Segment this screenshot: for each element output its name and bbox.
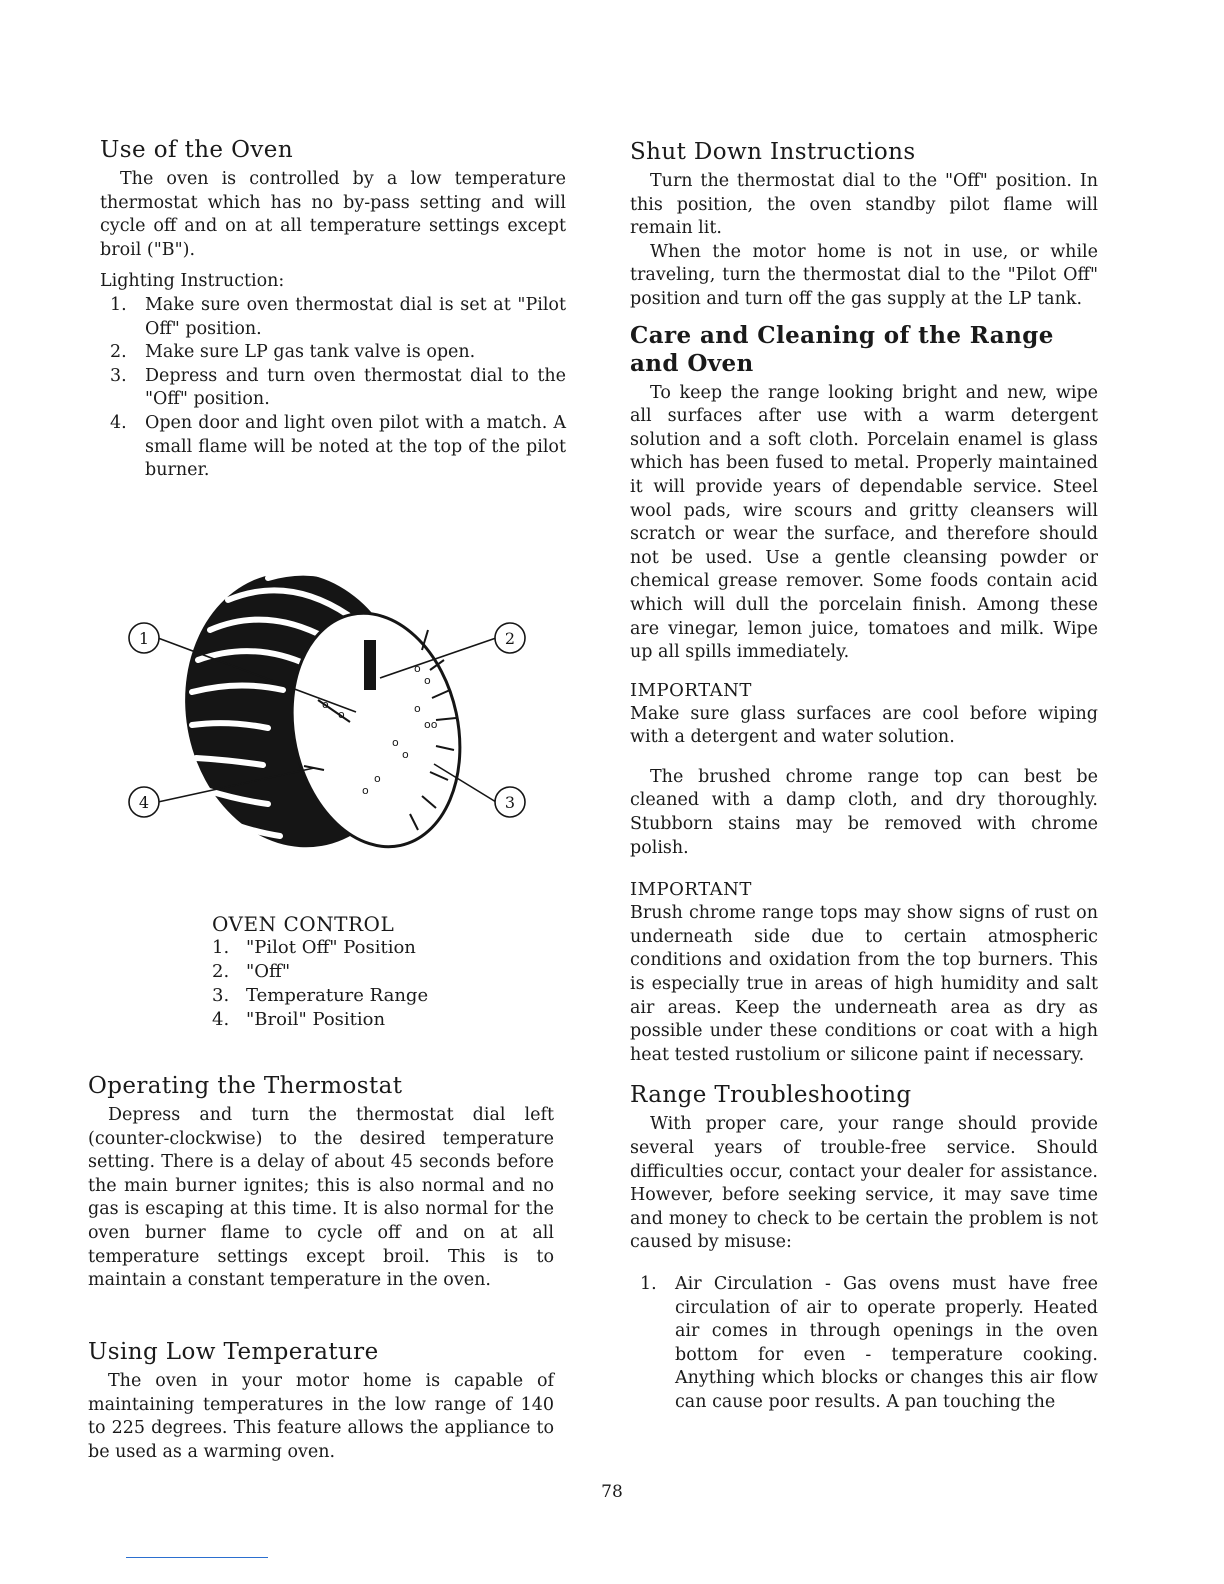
care-body: To keep the range looking bright and new, wipe all surfaces after use with a warm detergent solution and a soft cloth. Porcelain enamel is glass which has been fused to metal. Properly maintained it will provide years of dependable service. Steel wool pads, wire scours and gritty cleansers will scratch or wear the surface, and therefore should not be used. Use a gentle cleansing powder or chemical grease remover. Some foods contain acid which will dull the porcelain finish. Among these are vinegar, lemon juice, tomatoes and milk. Wipe up all spills immediately. [630,382,1098,663]
shutdown-heading: Shut Down Instructions [630,139,916,165]
svg-text:o: o [374,772,381,785]
list-item: 3. Depress and turn oven thermostat dial to the "Off" position. [110,365,566,410]
list-item: 4. Open door and light oven pilot with a match. A small flame will be noted at the top of the pilot burner. [110,412,566,481]
oven-thermostat-dial-icon [118,560,548,880]
important-text-2: Brush chrome range tops may show signs of rust on underneath side due to certain atmospheric conditions and oxidation from the top burners. This is especially true in areas of high humidity and salt air areas. Keep the underneath area as dry as possible under these conditions or coat with a high heat tested rustolium or silicone paint if necessary. [630,903,1098,1065]
oven-control-figure [118,560,548,880]
page-number: 78 [601,1482,623,1502]
low-temperature-body: The oven in your motor home is capable of maintaining temperatures in the low range of 140 to 225 degrees. This feature allows the appliance to be used as a warming oven. [88,1371,554,1462]
important-label-2: IMPORTANT [630,879,752,901]
care-heading: Care and Cleaning of the Range and Oven [630,321,1054,377]
list-item: 2. "Off" [212,961,291,982]
callout-3: 3 [504,793,516,812]
list-item: 3. Temperature Range [212,985,429,1006]
oven-control-list [212,936,512,1032]
operating-thermostat-body: Depress and turn the thermostat dial left (counter-clockwise) to the desired temperature setting. There is a delay of about 45 seconds before the main burner ignites; this is also normal and no gas is escaping at this time. It is also normal for the oven burner flame to cycle off and on at all temperature settings except broil. This is to maintain a constant temperature in the oven. [88,1105,554,1291]
shutdown-p2: When the motor home is not in use, or while traveling, turn the thermostat dial to the "Pilot Off" position and turn off the gas supply at the LP tank. [630,241,1098,309]
lighting-steps [100,294,566,483]
troubleshooting-list [630,1273,1098,1415]
oven-control-legend [212,912,512,1032]
use-of-oven-body: The oven is controlled by a low temperature thermostat which has no by-pass setting and will cycle off and on at all temperature settings except broil ("B"). [100,169,566,260]
lighting-instruction-label: Lighting Instruction: [100,271,285,292]
troubleshooting-body: With proper care, your range should provide several years of trouble-free service. Should difficulties occur, contact your dealer for assistance. However, before seeking service, it may save time and money to check to be certain the problem is not caused by misuse: [630,1114,1098,1253]
list-item: 2. Make sure LP gas tank valve is open. [110,342,476,363]
oven-control-title: OVEN CONTROL [212,912,395,936]
svg-text:oo: oo [424,718,438,731]
callout-2: 2 [504,629,516,648]
left-column [100,136,566,483]
important-label-1: IMPORTANT [630,679,752,701]
svg-text:o: o [414,662,421,675]
low-temperature-section [88,1338,554,1464]
svg-text:o: o [322,698,329,711]
list-item: 1. "Pilot Off" Position [212,937,416,958]
list-item: 4. "Broil" Position [212,1009,386,1030]
list-item: 1. Air Circulation - Gas ovens must have free circulation of air to operate properly. Heated air comes in through openings in the oven bottom for even - temperature cooking. Anything which blocks or changes this air flow can cause poor results. A pan touching the [640,1273,1098,1412]
svg-text:o: o [402,748,409,761]
shutdown-p1: Turn the thermostat dial to the "Off" position. In this position, the oven standby pilot flame will remain lit. [630,171,1098,239]
callout-4: 4 [138,793,150,812]
svg-text:o: o [392,736,399,749]
svg-text:o: o [362,784,369,797]
svg-text:o: o [424,674,431,687]
svg-text:o: o [338,708,345,721]
right-column [630,138,1098,1415]
important-text-1: Make sure glass surfaces are cool before wiping with a detergent and water solution. [630,703,1098,748]
low-temperature-heading: Using Low Temperature [88,1339,379,1365]
svg-text:o: o [414,702,421,715]
use-of-oven-heading: Use of the Oven [100,137,294,163]
chrome-paragraph: The brushed chrome range top can best be cleaned with a damp cloth, and dry thoroughly. Stubborn stains may be removed with chrome polish. [630,766,1098,858]
callout-1: 1 [138,629,150,648]
list-item: 1. Make sure oven thermostat dial is set at "Pilot Off" position. [110,294,566,339]
footer-rule [126,1557,268,1558]
operating-thermostat-heading: Operating the Thermostat [88,1073,403,1099]
operating-thermostat-section [88,1072,554,1293]
troubleshooting-heading: Range Troubleshooting [630,1082,912,1109]
